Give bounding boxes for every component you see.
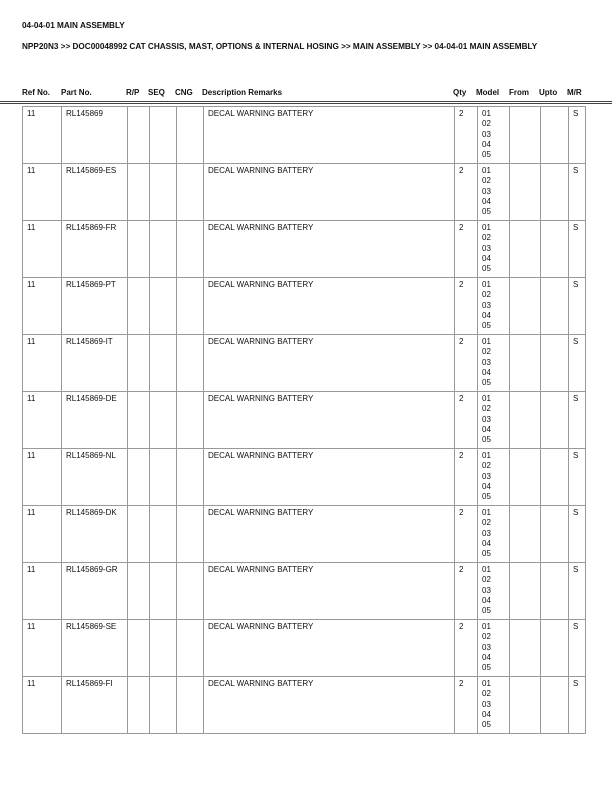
model-cell	[478, 506, 510, 563]
qty-cell: 2	[455, 107, 478, 164]
upto-cell	[541, 335, 569, 392]
ref-cell: 11	[23, 449, 62, 506]
model-code: 04	[482, 481, 491, 491]
model-code: 04	[482, 538, 491, 548]
model-code: 05	[482, 264, 491, 274]
rp-cell	[128, 278, 150, 335]
model-code: 04	[482, 253, 491, 263]
rp-cell	[128, 563, 150, 620]
from-cell	[510, 164, 541, 221]
model-code: 04	[482, 652, 491, 662]
table-row	[23, 506, 586, 563]
model-code: 03	[482, 243, 491, 253]
model-code: 01	[482, 223, 491, 232]
description-cell: DECAL WARNING BATTERY	[204, 563, 455, 620]
model-cell	[478, 221, 510, 278]
breadcrumb: NPP20N3 >> DOC00048992 CAT CHASSIS, MAST, OPTIONS & INTERNAL HOSING >> MAIN ASSEMBLY >> 04-04-01 MAIN ASSEMBLY	[22, 42, 538, 51]
model-cell	[478, 449, 510, 506]
description-cell: DECAL WARNING BATTERY	[204, 449, 455, 506]
seq-cell	[150, 107, 177, 164]
cng-cell	[177, 107, 204, 164]
upto-cell	[541, 506, 569, 563]
table-row	[23, 620, 586, 677]
qty-cell: 2	[455, 563, 478, 620]
model-code: 04	[482, 139, 491, 149]
cng-cell	[177, 164, 204, 221]
model-cell	[478, 278, 510, 335]
description-cell: DECAL WARNING BATTERY	[204, 677, 455, 734]
table-row	[23, 335, 586, 392]
description-cell: DECAL WARNING BATTERY	[204, 506, 455, 563]
model-code: 03	[482, 585, 491, 595]
mr-cell: S	[569, 506, 586, 563]
from-cell	[510, 221, 541, 278]
description-cell: DECAL WARNING BATTERY	[204, 392, 455, 449]
model-code: 01	[482, 565, 491, 574]
cng-cell	[177, 563, 204, 620]
header-rp: R/P	[126, 88, 140, 97]
model-code: 05	[482, 606, 491, 616]
cng-cell	[177, 449, 204, 506]
model-code: 01	[482, 394, 491, 403]
seq-cell	[150, 449, 177, 506]
model-cell	[478, 107, 510, 164]
header-upto: Upto	[539, 88, 558, 97]
model-code: 03	[482, 699, 491, 709]
cng-cell	[177, 620, 204, 677]
model-cell	[478, 620, 510, 677]
model-code: 04	[482, 196, 491, 206]
qty-cell: 2	[455, 677, 478, 734]
rp-cell	[128, 449, 150, 506]
seq-cell	[150, 221, 177, 278]
ref-cell: 11	[23, 506, 62, 563]
upto-cell	[541, 107, 569, 164]
from-cell	[510, 335, 541, 392]
from-cell	[510, 620, 541, 677]
model-code: 02	[482, 461, 491, 471]
cng-cell	[177, 392, 204, 449]
model-code: 02	[482, 404, 491, 414]
from-cell	[510, 107, 541, 164]
upto-cell	[541, 164, 569, 221]
from-cell	[510, 278, 541, 335]
model-code: 02	[482, 689, 491, 699]
model-code: 01	[482, 622, 491, 631]
model-code: 02	[482, 176, 491, 186]
model-code: 05	[482, 549, 491, 559]
model-code: 01	[482, 280, 491, 289]
part-cell: RL145869-IT	[62, 335, 128, 392]
upto-cell	[541, 392, 569, 449]
table-row	[23, 221, 586, 278]
mr-cell: S	[569, 107, 586, 164]
mr-cell: S	[569, 563, 586, 620]
table-row	[23, 107, 586, 164]
model-code: 02	[482, 233, 491, 243]
header-desc: Description Remarks	[202, 88, 283, 97]
header-from: From	[509, 88, 529, 97]
model-cell	[478, 392, 510, 449]
rp-cell	[128, 677, 150, 734]
rp-cell	[128, 221, 150, 278]
seq-cell	[150, 620, 177, 677]
from-cell	[510, 449, 541, 506]
part-cell: RL145869-GR	[62, 563, 128, 620]
model-code: 01	[482, 337, 491, 346]
model-code: 05	[482, 492, 491, 502]
header-seq: SEQ	[148, 88, 165, 97]
qty-cell: 2	[455, 392, 478, 449]
model-code: 02	[482, 632, 491, 642]
cng-cell	[177, 677, 204, 734]
ref-cell: 11	[23, 563, 62, 620]
model-code: 05	[482, 150, 491, 160]
upto-cell	[541, 221, 569, 278]
rp-cell	[128, 392, 150, 449]
description-cell: DECAL WARNING BATTERY	[204, 164, 455, 221]
description-cell: DECAL WARNING BATTERY	[204, 335, 455, 392]
model-code: 02	[482, 347, 491, 357]
mr-cell: S	[569, 392, 586, 449]
upto-cell	[541, 563, 569, 620]
model-code: 04	[482, 709, 491, 719]
model-code: 04	[482, 310, 491, 320]
seq-cell	[150, 335, 177, 392]
cng-cell	[177, 335, 204, 392]
cng-cell	[177, 278, 204, 335]
rp-cell	[128, 620, 150, 677]
header-part: Part No.	[61, 88, 92, 97]
ref-cell: 11	[23, 107, 62, 164]
upto-cell	[541, 620, 569, 677]
rp-cell	[128, 164, 150, 221]
header-divider	[0, 101, 612, 104]
model-code: 01	[482, 166, 491, 175]
description-cell: DECAL WARNING BATTERY	[204, 620, 455, 677]
upto-cell	[541, 677, 569, 734]
rp-cell	[128, 335, 150, 392]
seq-cell	[150, 506, 177, 563]
ref-cell: 11	[23, 392, 62, 449]
ref-cell: 11	[23, 164, 62, 221]
model-code: 04	[482, 367, 491, 377]
qty-cell: 2	[455, 335, 478, 392]
ref-cell: 11	[23, 278, 62, 335]
description-cell: DECAL WARNING BATTERY	[204, 221, 455, 278]
cng-cell	[177, 221, 204, 278]
ref-cell: 11	[23, 335, 62, 392]
part-cell: RL145869-DK	[62, 506, 128, 563]
upto-cell	[541, 449, 569, 506]
part-cell: RL145869-FI	[62, 677, 128, 734]
seq-cell	[150, 392, 177, 449]
table-row	[23, 392, 586, 449]
part-cell: RL145869-NL	[62, 449, 128, 506]
ref-cell: 11	[23, 677, 62, 734]
model-code: 03	[482, 414, 491, 424]
mr-cell: S	[569, 677, 586, 734]
part-cell: RL145869-ES	[62, 164, 128, 221]
qty-cell: 2	[455, 449, 478, 506]
model-cell	[478, 335, 510, 392]
table-row	[23, 563, 586, 620]
qty-cell: 2	[455, 221, 478, 278]
model-cell	[478, 563, 510, 620]
model-code: 03	[482, 642, 491, 652]
header-ref: Ref No.	[22, 88, 50, 97]
qty-cell: 2	[455, 506, 478, 563]
model-code: 02	[482, 575, 491, 585]
model-cell	[478, 677, 510, 734]
header-mr: M/R	[567, 88, 582, 97]
model-code: 04	[482, 424, 491, 434]
seq-cell	[150, 563, 177, 620]
model-code: 05	[482, 435, 491, 445]
header-model: Model	[476, 88, 500, 97]
model-code: 01	[482, 508, 491, 517]
table-row	[23, 278, 586, 335]
table-row	[23, 164, 586, 221]
rp-cell	[128, 107, 150, 164]
model-code: 03	[482, 300, 491, 310]
part-cell: RL145869	[62, 107, 128, 164]
page-title: 04-04-01 MAIN ASSEMBLY	[22, 21, 125, 30]
ref-cell: 11	[23, 221, 62, 278]
mr-cell: S	[569, 221, 586, 278]
model-code: 03	[482, 186, 491, 196]
seq-cell	[150, 278, 177, 335]
part-cell: RL145869-SE	[62, 620, 128, 677]
seq-cell	[150, 164, 177, 221]
table-row	[23, 677, 586, 734]
upto-cell	[541, 278, 569, 335]
model-code: 01	[482, 451, 491, 460]
model-code: 03	[482, 528, 491, 538]
model-code: 05	[482, 720, 491, 730]
from-cell	[510, 506, 541, 563]
from-cell	[510, 563, 541, 620]
mr-cell: S	[569, 449, 586, 506]
model-code: 05	[482, 207, 491, 217]
qty-cell: 2	[455, 164, 478, 221]
mr-cell: S	[569, 278, 586, 335]
model-code: 03	[482, 471, 491, 481]
model-code: 02	[482, 518, 491, 528]
part-cell: RL145869-DE	[62, 392, 128, 449]
model-code: 01	[482, 679, 491, 688]
description-cell: DECAL WARNING BATTERY	[204, 278, 455, 335]
mr-cell: S	[569, 335, 586, 392]
model-code: 05	[482, 321, 491, 331]
model-code: 01	[482, 109, 491, 118]
model-cell	[478, 164, 510, 221]
description-cell: DECAL WARNING BATTERY	[204, 107, 455, 164]
model-code: 02	[482, 290, 491, 300]
from-cell	[510, 392, 541, 449]
table-row	[23, 449, 586, 506]
model-code: 02	[482, 119, 491, 129]
from-cell	[510, 677, 541, 734]
model-code: 05	[482, 378, 491, 388]
seq-cell	[150, 677, 177, 734]
parts-table	[22, 106, 586, 734]
model-code: 03	[482, 357, 491, 367]
model-code: 04	[482, 595, 491, 605]
model-code: 05	[482, 663, 491, 673]
part-cell: RL145869-FR	[62, 221, 128, 278]
header-cng: CNG	[175, 88, 193, 97]
ref-cell: 11	[23, 620, 62, 677]
rp-cell	[128, 506, 150, 563]
part-cell: RL145869-PT	[62, 278, 128, 335]
qty-cell: 2	[455, 278, 478, 335]
mr-cell: S	[569, 620, 586, 677]
qty-cell: 2	[455, 620, 478, 677]
mr-cell: S	[569, 164, 586, 221]
cng-cell	[177, 506, 204, 563]
header-qty: Qty	[453, 88, 467, 97]
model-code: 03	[482, 129, 491, 139]
